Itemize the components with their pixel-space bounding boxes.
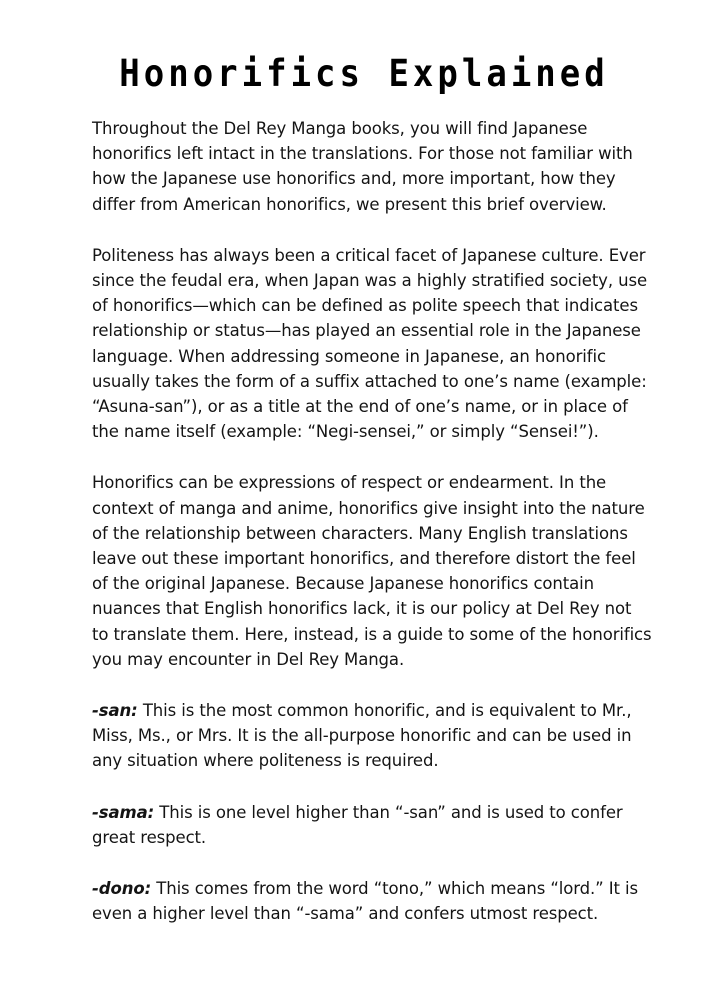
intro-paragraph: Throughout the Del Rey Manga books, you will find Japanese honorifics left intact in the translations. For those not familiar with how the Japanese use honorifics and, more important, how they differ from American honorifics, we present this brief overview. [92, 119, 633, 214]
page-title: Honorifics Explained [119, 52, 609, 96]
honorific-definition: This is one level higher than “-san” and is used to confer great respect. [92, 802, 623, 847]
honorific-term: -sama: [92, 802, 155, 822]
politeness-paragraph: Politeness has always been a critical facet of Japanese culture. Ever since the feudal era, when Japan was a highly stratified society, use of honorifics—which can be defined as polite speech that indicates relationship or status—has played an essential role in the Japanese language. When addressing someone in Japanese, an honorific usually takes the form of a suffix attached to one’s name (example: “Asuna-san”), or as a title at the end of one’s name, or in place of the name itself (example: “Negi-sensei,” or simply “Sensei!”). [92, 245, 648, 442]
honorific-term: -san: [92, 701, 138, 721]
honorific-definition: This comes from the word “tono,” which means “lord.” It is even a higher level than “-sama” and confers utmost respect. [92, 879, 639, 924]
honorific-entry-san [92, 698, 652, 774]
article-body [92, 116, 652, 952]
honorific-definition: This is the most common honorific, and is equivalent to Mr., Miss, Ms., or Mrs. It is the all-purpose honorific and can be used in any situation where politeness is required. [92, 701, 632, 771]
honorific-entry-sama [92, 800, 652, 850]
honorifics-paragraph: Honorifics can be expressions of respect or endearment. In the context of manga and anime, honorifics give insight into the nature of the relationship between characters. Many English translations leave out these important honorifics, and therefore distort the feel of the original Japanese. Because Japanese honorifics contain nuances that English honorifics lack, it is our policy at Del Rey not to translate them. Here, instead, is a guide to some of the honorifics you may encounter in Del Rey Manga. [92, 473, 652, 669]
honorific-term: -dono: [92, 879, 152, 899]
honorific-entry-dono [92, 876, 652, 926]
